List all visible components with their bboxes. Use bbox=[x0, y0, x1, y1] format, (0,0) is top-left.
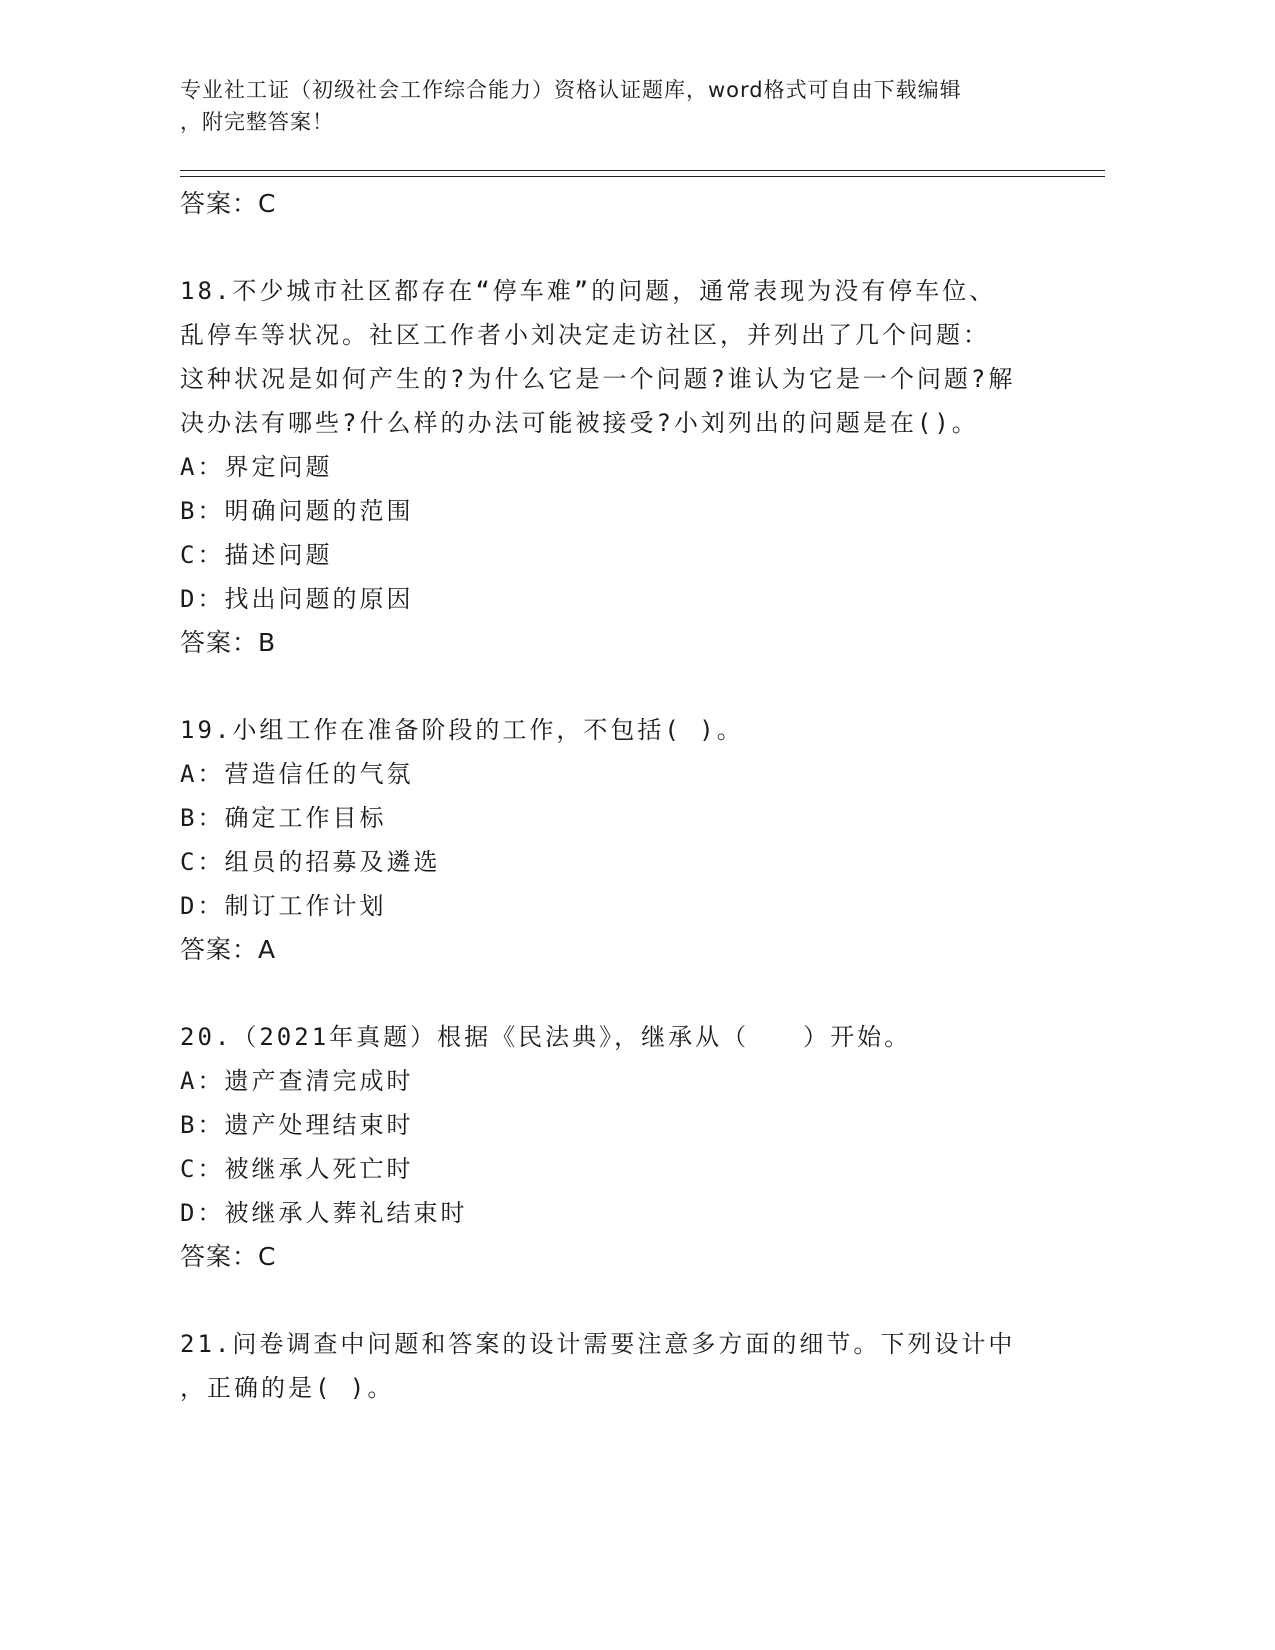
question-text-line: 20.（2021年真题）根据《民法典》，继承从（ ）开始。 bbox=[180, 1023, 912, 1051]
question-20 bbox=[180, 1015, 1060, 1279]
option-a: A：界定问题 bbox=[180, 453, 333, 481]
previous-answer: 答案：C bbox=[180, 189, 277, 218]
spacer bbox=[180, 1279, 1060, 1322]
option-d: D：被继承人葬礼结束时 bbox=[180, 1199, 468, 1227]
spacer bbox=[180, 226, 1060, 269]
question-text-line: 19.小组工作在准备阶段的工作，不包括( )。 bbox=[180, 716, 744, 744]
question-text-line: 18.不少城市社区都存在“停车难”的问题，通常表现为没有停车位、 bbox=[180, 277, 997, 305]
answer: 答案：B bbox=[180, 628, 277, 657]
spacer bbox=[180, 665, 1060, 708]
question-text-line: 这种状况是如何产生的?为什么它是一个问题?谁认为它是一个问题?解 bbox=[180, 365, 1016, 393]
question-text-line: 21.问卷调查中问题和答案的设计需要注意多方面的细节。下列设计中 bbox=[180, 1330, 1016, 1358]
question-21 bbox=[180, 1322, 1060, 1410]
option-c: C：描述问题 bbox=[180, 541, 333, 569]
option-c: C：被继承人死亡时 bbox=[180, 1155, 414, 1183]
option-b: B：遗产处理结束时 bbox=[180, 1111, 414, 1139]
option-d: D：找出问题的原因 bbox=[180, 585, 414, 613]
answer: 答案：C bbox=[180, 1242, 277, 1271]
question-content bbox=[180, 182, 1060, 1410]
question-18 bbox=[180, 269, 1060, 665]
document-header bbox=[180, 74, 1040, 138]
option-b: B：明确问题的范围 bbox=[180, 497, 414, 525]
question-19 bbox=[180, 708, 1060, 972]
header-line-2: ，附完整答案！ bbox=[180, 110, 334, 134]
question-text-line: 乱停车等状况。社区工作者小刘决定走访社区，并列出了几个问题： bbox=[180, 321, 990, 349]
option-a: A：营造信任的气氛 bbox=[180, 760, 414, 788]
option-a: A：遗产查清完成时 bbox=[180, 1067, 414, 1095]
option-d: D：制订工作计划 bbox=[180, 892, 387, 920]
option-c: C：组员的招募及遴选 bbox=[180, 848, 441, 876]
header-line-1: 专业社工证（初级社会工作综合能力）资格认证题库，word格式可自由下载编辑 bbox=[180, 78, 962, 102]
question-text-line: ，正确的是( )。 bbox=[180, 1374, 395, 1402]
spacer bbox=[180, 972, 1060, 1015]
question-text-line: 决办法有哪些?什么样的办法可能被接受?小刘列出的问题是在()。 bbox=[180, 409, 979, 437]
answer: 答案：A bbox=[180, 935, 277, 964]
option-b: B：确定工作目标 bbox=[180, 804, 387, 832]
header-double-rule bbox=[180, 170, 1105, 177]
